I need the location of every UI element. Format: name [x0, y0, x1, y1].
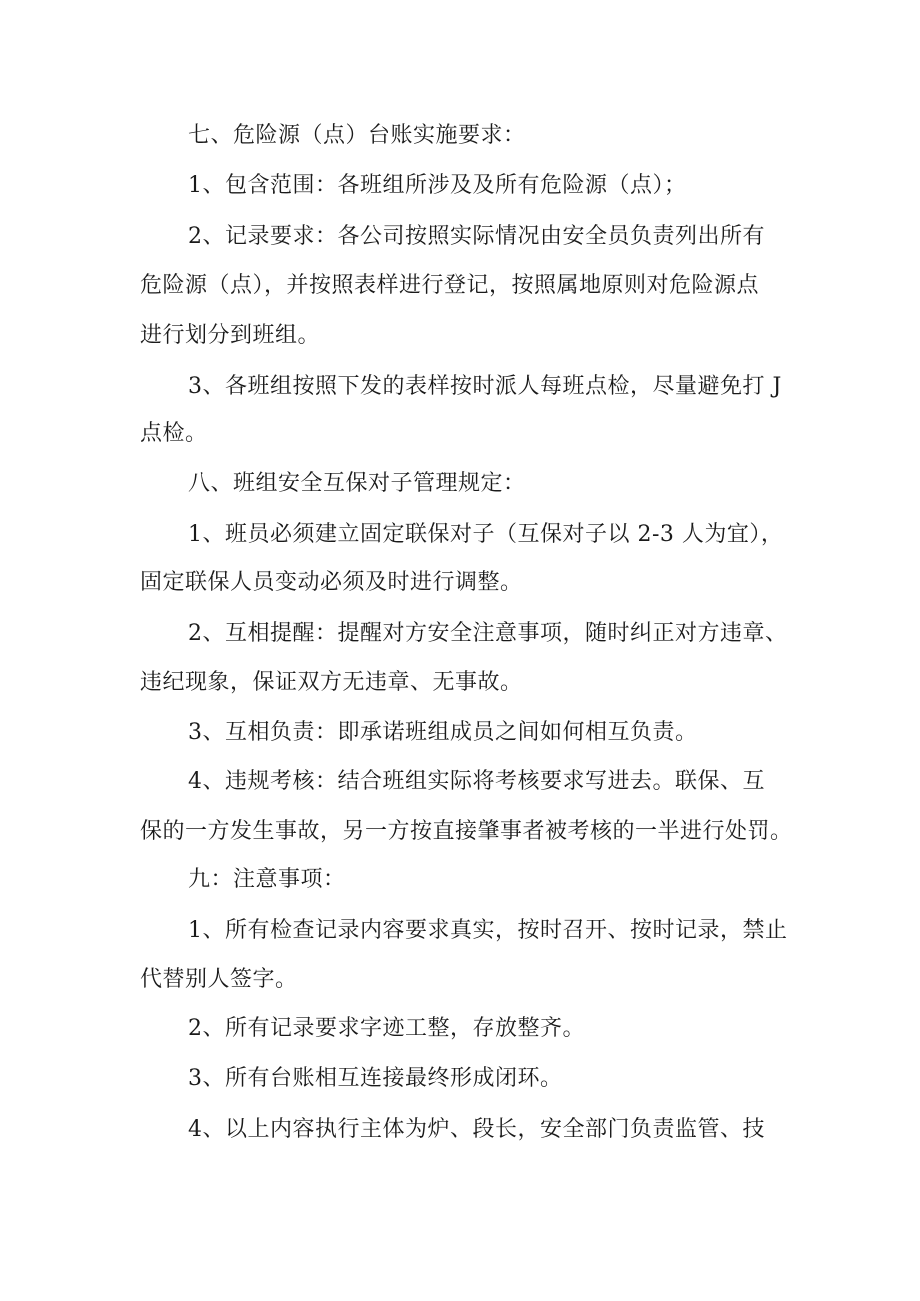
paragraph-line: 2、所有记录要求字迹工整，存放整齐。	[188, 1016, 585, 1041]
paragraph-line: 代替别人签字。	[140, 967, 298, 992]
paragraph-line: 固定联保人员变动必须及时进行调整。	[140, 570, 523, 595]
paragraph-line: 保的一方发生事故，另一方按直接肇事者被考核的一半进行处罚。	[140, 819, 793, 844]
paragraph-line: 1、所有检查记录内容要求真实，按时召开、按时记录，禁止	[188, 918, 788, 943]
paragraph-line: 危险源（点），并按照表样进行登记，按照属地原则对危险源点	[140, 273, 760, 298]
section-heading-7: 七、危险源（点）台账实施要求：	[188, 123, 526, 148]
section-heading-9: 九：注意事项：	[188, 867, 346, 892]
section-heading-8: 八、班组安全互保对子管理规定：	[188, 471, 526, 496]
paragraph-line: 1、包含范围：各班组所涉及及所有危险源（点）；	[188, 173, 687, 198]
paragraph-line: 1、班员必须建立固定联保对子（互保对子以 2-3 人为宜），	[188, 522, 784, 547]
paragraph-line: 3、各班组按照下发的表样按时派人每班点检，尽量避免打 J	[188, 374, 782, 399]
paragraph-line: 进行划分到班组。	[140, 323, 321, 348]
paragraph-line: 3、互相负责：即承诺班组成员之间如何相互负责。	[188, 720, 698, 745]
paragraph-line: 点检。	[140, 421, 208, 446]
paragraph-line: 4、以上内容执行主体为炉、段长，安全部门负责监管、技	[188, 1117, 765, 1142]
paragraph-line: 2、互相提醒：提醒对方安全注意事项，随时纠正对方违章、	[188, 621, 788, 646]
paragraph-line: 违纪现象，保证双方无违章、无事故。	[140, 670, 523, 695]
paragraph-line: 4、违规考核：结合班组实际将考核要求写进去。联保、互	[188, 769, 765, 794]
paragraph-line: 2、记录要求：各公司按照实际情况由安全员负责列出所有	[188, 224, 765, 249]
paragraph-line: 3、所有台账相互连接最终形成闭环。	[188, 1066, 563, 1091]
